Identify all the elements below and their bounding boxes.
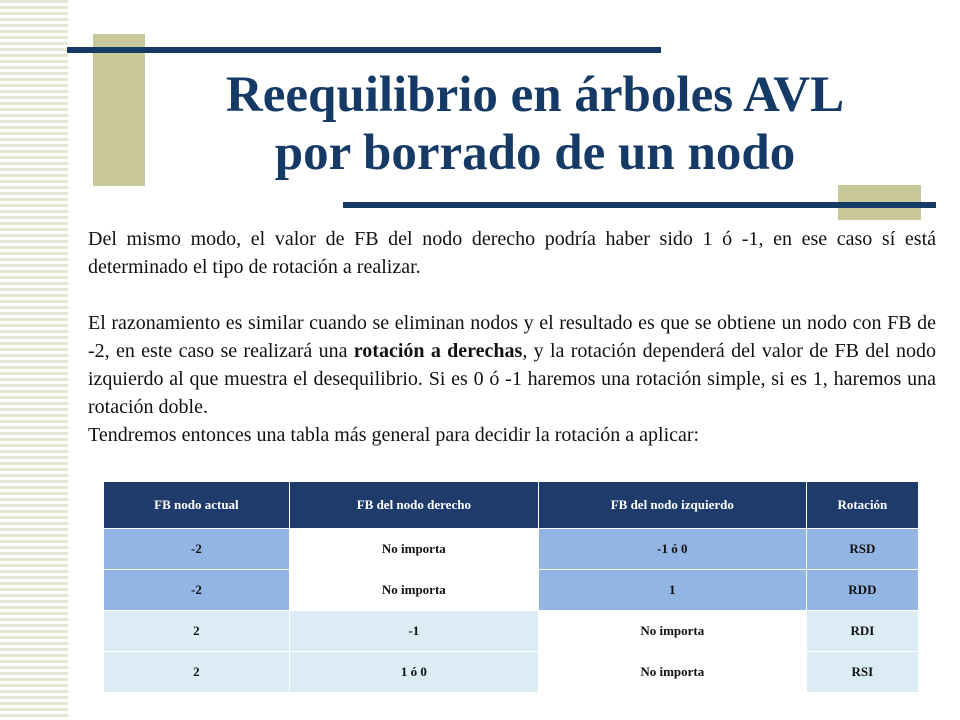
paragraph-2 <box>88 309 936 421</box>
table-header-row <box>104 482 919 529</box>
table-cell: RDD <box>806 570 918 611</box>
slide-body <box>88 225 936 449</box>
table-cell: No importa <box>289 570 538 611</box>
table-cell: -1 <box>289 611 538 652</box>
table-cell: No importa <box>289 529 538 570</box>
table-row <box>104 652 919 693</box>
slide-title-line-2: por borrado de un nodo <box>274 125 796 181</box>
paragraph-gap <box>88 281 936 309</box>
table-cell: RSI <box>806 652 918 693</box>
table-cell: 1 <box>538 570 806 611</box>
olive-accent-bar <box>93 34 145 186</box>
table-cell: RSD <box>806 529 918 570</box>
rotation-table <box>103 481 919 693</box>
table-row <box>104 570 919 611</box>
header-fb-nodo-derecho: FB del nodo derecho <box>289 482 538 529</box>
table-row <box>104 611 919 652</box>
title-rule-top <box>67 47 661 53</box>
header-rotacion: Rotación <box>806 482 918 529</box>
table-cell: 2 <box>104 652 290 693</box>
table-cell: No importa <box>538 652 806 693</box>
paragraph-3: Tendremos entonces una tabla más general para decidir la rotación a aplicar: <box>88 424 700 446</box>
paragraph-2-end: , y la rotación dependerá del valor de FB del nodo izquierdo al que muestra el desequilibrio. Si es 0 ó -1 haremos una rotación simple, si es 1, haremos una rotación doble. <box>88 340 936 418</box>
title-rule-bottom <box>343 202 936 208</box>
paragraph-2-emphasis: rotación a derechas <box>353 340 523 362</box>
header-fb-nodo-actual: FB nodo actual <box>104 482 290 529</box>
table-cell: 1 ó 0 <box>289 652 538 693</box>
table-cell: -2 <box>104 570 290 611</box>
table-cell: RDI <box>806 611 918 652</box>
table-cell: 2 <box>104 611 290 652</box>
table-cell: -2 <box>104 529 290 570</box>
slide-title-line-1: Reequilibrio en árboles AVL <box>225 67 845 123</box>
table-cell: No importa <box>538 611 806 652</box>
paragraph-2-start: El razonamiento es similar cuando se eliminan nodos y el resultado es que se obtiene un nodo con FB de -2, en este caso se realizará una <box>88 312 936 362</box>
striped-side-decoration <box>0 0 68 720</box>
slide-title <box>150 66 920 182</box>
table-cell: -1 ó 0 <box>538 529 806 570</box>
paragraph-1: Del mismo modo, el valor de FB del nodo derecho podría haber sido 1 ó -1, en ese caso sí está determinado el tipo de rotación a realizar. <box>88 228 936 278</box>
table-row <box>104 529 919 570</box>
header-fb-nodo-izquierdo: FB del nodo izquierdo <box>538 482 806 529</box>
